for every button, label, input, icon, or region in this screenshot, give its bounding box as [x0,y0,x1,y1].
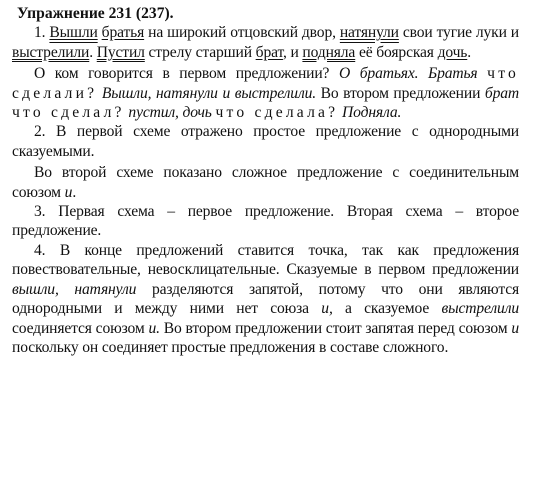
scheme-two-paragraph [12,163,519,202]
body-text: а сказуемое [345,300,430,318]
exercise-title: Упражнение 231 (237). [17,5,174,22]
answer-text: брат [484,84,519,102]
question-text: О ком говорится в первом предложении? [34,65,330,83]
question-text: что сделал? [12,104,125,122]
sentence-text: . [467,43,472,61]
answer-text: Подняла. [342,104,402,122]
sentence-text: на широкий отцовский двор, [148,24,336,42]
body-text: 4. В конце предложений ставится точка, так как предложения повествовательные, невосклицательные. Сказуемые в первом предложении [12,241,519,279]
answer-paragraph-4 [12,241,519,357]
sentence-text: , и [282,43,299,61]
answer-text: О братьях. [338,65,419,83]
body-text: Во втором предложении [320,84,481,102]
answer-text: дочь [182,104,212,122]
predicate-podnyala: подняла [302,43,356,61]
italic-term: и, [321,300,333,318]
question-text: что сделала? [215,104,339,122]
subject-doch: дочь [437,43,468,61]
sentence-text: . [89,43,93,61]
body-text: . [72,183,77,201]
predicate-vystrelili: выстрелили [12,43,90,61]
analysis-paragraph [12,64,519,122]
sentence-text: её боярская [358,43,434,61]
body-text: Во втором предложении стоит запятая перед союзом [163,319,508,337]
predicate-pustil: Пустил [96,43,145,61]
predicate-natyanuli: натянули [339,24,399,42]
body-text: соединяется союзом [12,319,145,337]
answer-paragraph-2: 2. В первой схеме отражено простое предложение с однородными сказуемыми. [12,123,519,160]
body-text: разделяются запятой, потому что они являются однородными и между ними нет союза [12,280,519,318]
subject-bratya: братья [101,24,145,42]
italic-term: и [511,319,520,337]
answer-text: Братья [428,65,478,83]
italic-term: выстрелили [441,300,519,318]
sentence-text: свои тугие луки и [402,24,519,42]
conjunction-i: и [64,183,73,201]
italic-term: вышли, натянули [12,280,137,298]
body-text: поскольку он соединяет простые предложения в составе сложного. [12,338,449,356]
question-text: что сделали? [12,65,520,102]
italic-term: и. [148,319,160,337]
exercise-sentence-paragraph [12,23,519,62]
sentence-text: стрелу старший [148,43,252,61]
answer-paragraph-3: 3. Первая схема – первое предложение. Вторая схема – второе предложение. [12,203,519,240]
predicate-vyshli: Вышли [49,24,98,42]
answer-text: Вышли, натянули и выстрелили. [101,84,316,102]
answer-text: пустил, [128,104,179,122]
body-text: Во второй схеме показано сложное предложение с соединительным союзом [12,164,519,201]
item-number: 1. [34,24,46,42]
subject-brat: брат [255,43,283,61]
